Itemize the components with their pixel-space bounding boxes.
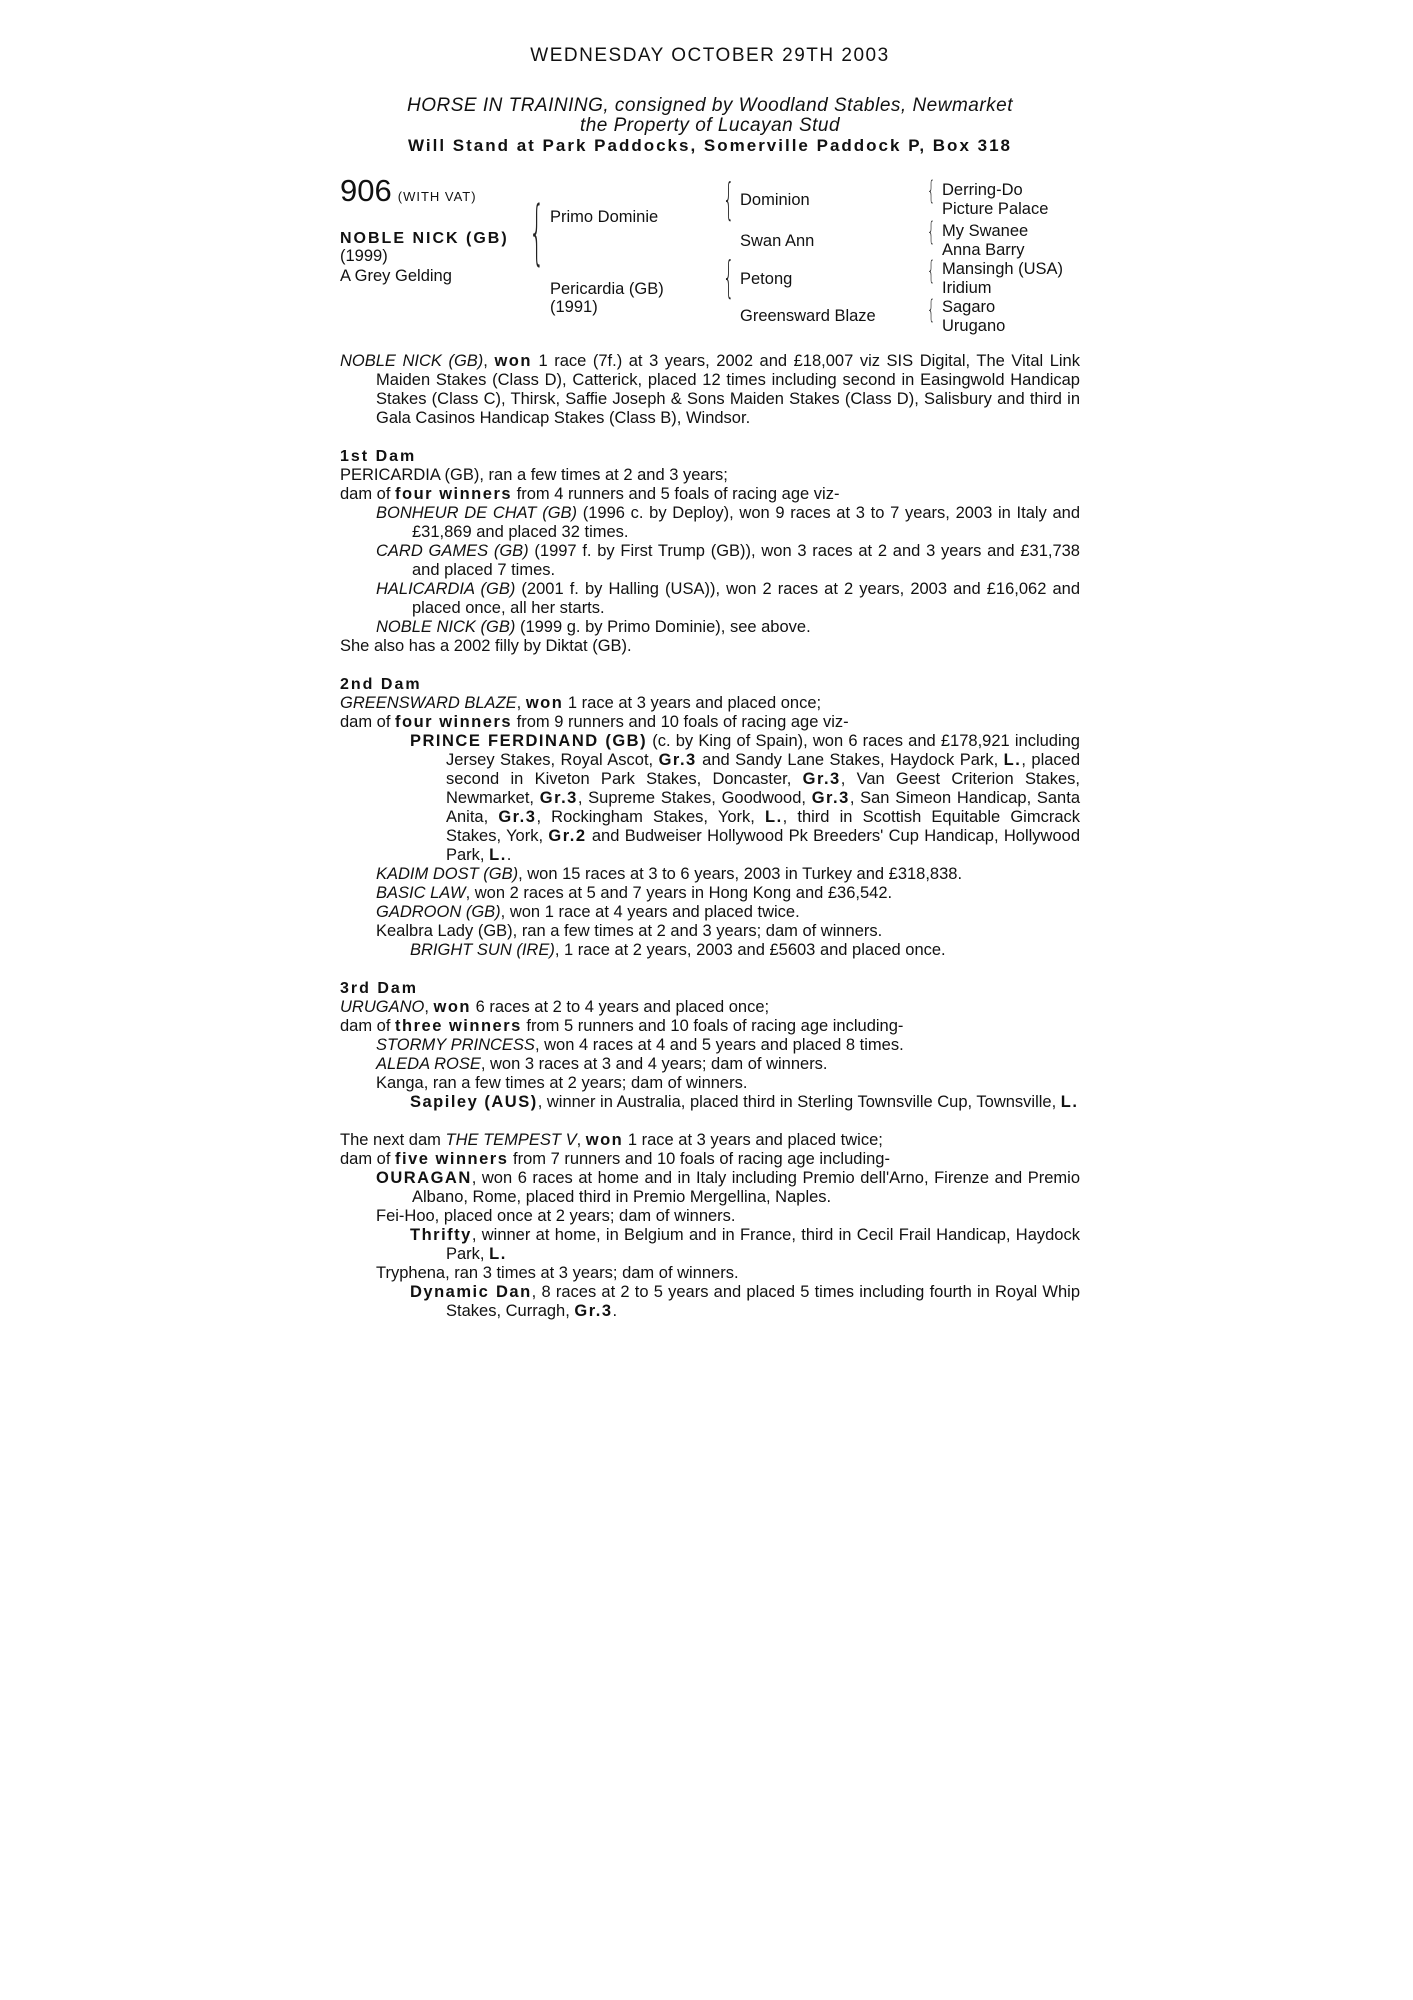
sale-date: WEDNESDAY OCTOBER 29TH 2003 [530, 45, 890, 66]
produce-entry: Thrifty, winner at home, in Belgium and in France, third in Cecil Frail Handicap, Haydock Park, L. [410, 1226, 1080, 1263]
ped-ds: Petong [740, 270, 793, 288]
ped-ssd: Picture Palace [942, 200, 1049, 218]
third-dam-heading: 3rd Dam [340, 980, 419, 997]
produce-entry: Kanga, ran a few times at 2 years; dam of winners. [376, 1074, 748, 1092]
horse-description: A Grey Gelding [340, 267, 452, 285]
ped-sss: Derring-Do [942, 181, 1023, 199]
first-dam-line: PERICARDIA (GB), ran a few times at 2 and 3 years; [340, 466, 728, 484]
won-word: won [494, 352, 532, 370]
produce-entry: Dynamic Dan, 8 races at 2 to 5 years and placed 5 times including fourth in Royal Whip Stakes, Curragh, Gr.3. [410, 1283, 1080, 1320]
stand-location: Will Stand at Park Paddocks, Somerville Paddock P, Box 318 [407, 136, 1012, 155]
horse-name-italic: NOBLE NICK (GB) [340, 352, 484, 370]
brace-3: { [927, 256, 936, 286]
ped-sire: Primo Dominie [550, 208, 659, 226]
produce-entry: BASIC LAW, won 2 races at 5 and 7 years in Hong Kong and £36,542. [376, 884, 893, 902]
ped-dds: Sagaro [942, 298, 996, 316]
produce-entry: NOBLE NICK (GB) (1999 g. by Primo Dominie), see above. [376, 618, 811, 636]
fourth-dam-produce: dam of five winners from 7 runners and 10 foals of racing age including- [340, 1150, 890, 1168]
first-dam-heading: 1st Dam [340, 448, 417, 465]
second-dam-heading: 2nd Dam [340, 676, 422, 693]
ped-sd: Swan Ann [740, 232, 815, 250]
consignment-block [340, 96, 1080, 156]
produce-entry: HALICARDIA (GB) (2001 f. by Halling (USA)), won 2 races at 2 years, 2003 and £16,062 and placed once, all her starts. [376, 580, 1080, 617]
ped-dss: Mansingh (USA) [942, 260, 1064, 278]
produce-entry: KADIM DOST (GB), won 15 races at 3 to 6 years, 2003 in Turkey and £318,838. [376, 865, 963, 883]
lot-header [340, 173, 477, 208]
produce-entry: Sapiley (AUS), winner in Australia, placed third in Sterling Townsville Cup, Townsville, L. [410, 1093, 1079, 1111]
first-dam-tail: She also has a 2002 filly by Diktat (GB). [340, 637, 632, 655]
lot-number: 906 [340, 173, 392, 208]
produce-entry: Fei-Hoo, placed once at 2 years; dam of winners. [376, 1207, 736, 1225]
second-dam-line: GREENSWARD BLAZE, won 1 race at 3 years and placed once; [340, 694, 822, 712]
ped-dam: Pericardia (GB) [550, 280, 664, 298]
race-record: NOBLE NICK (GB), won 1 race (7f.) at 3 years, 2002 and £18,007 viz SIS Digital, The Vital Link Maiden Stakes (Class D), Catterick, placed 12 times including second in Easingwold Handicap Stakes (Class C), Thirsk, Saffie Joseph & Sons Maiden Stakes (Class D), Salisbury and third in Gala Casinos Handicap Stakes (Class B), Windsor. [340, 352, 1080, 427]
ped-dsd: Iridium [942, 279, 992, 297]
property-line: the Property of Lucayan Stud [579, 115, 841, 136]
horse-year: (1999) [340, 247, 388, 265]
produce-entry: PRINCE FERDINAND (GB) (c. by King of Spain), won 6 races and £178,921 including Jersey Stakes, Royal Ascot, Gr.3 and Sandy Lane Stakes, Haydock Park, L., placed second in Kiveton Park Stakes, Doncaster, Gr.3, Van Geest Criterion Stakes, Newmarket, Gr.3, Supreme Stakes, Goodwood, Gr.3, San Simeon Handicap, Santa Anita, Gr.3, Rockingham Stakes, York, L., third in Scottish Equitable Gimcrack Stakes, York, Gr.2 and Budweiser Hollywood Pk Breeders' Cup Handicap, Hollywood Park, L.. [410, 732, 1081, 864]
sire-dam-brace: { [529, 191, 545, 273]
produce-entry: GADROON (GB), won 1 race at 4 years and placed twice. [376, 903, 800, 921]
vat-note: (WITH VAT) [397, 189, 477, 204]
third-dam-line: URUGANO, won 6 races at 2 to 4 years and placed once; [340, 998, 770, 1016]
third-dam-produce: dam of three winners from 5 runners and 10 foals of racing age including- [340, 1017, 904, 1035]
ped-sdd: Anna Barry [942, 241, 1025, 259]
brace-4: { [927, 295, 936, 325]
fourth-dam-line: The next dam THE TEMPEST V, won 1 race at 3 years and placed twice; [340, 1131, 883, 1149]
first-dam-produce: dam of four winners from 4 runners and 5 foals of racing age viz- [340, 485, 840, 503]
ped-ddd: Urugano [942, 317, 1006, 335]
produce-entry: BONHEUR DE CHAT (GB) (1996 c. by Deploy), won 9 races at 3 to 7 years, 2003 in Italy and £31,869 and placed 32 times. [376, 504, 1081, 541]
sire-line-brace: { [723, 174, 735, 225]
produce-entry: Kealbra Lady (GB), ran a few times at 2 and 3 years; dam of winners. [376, 922, 883, 940]
second-dam-produce: dam of four winners from 9 runners and 10 foals of racing age viz- [340, 713, 849, 731]
produce-entry: BRIGHT SUN (IRE), 1 race at 2 years, 2003 and £5603 and placed once. [410, 941, 946, 959]
consignor-line: HORSE IN TRAINING, consigned by Woodland Stables, Newmarket [406, 95, 1014, 116]
ped-dd: Greensward Blaze [740, 307, 876, 325]
brace-1: { [927, 176, 936, 206]
produce-entry: STORMY PRINCESS, won 4 races at 4 and 5 years and placed 8 times. [376, 1036, 904, 1054]
ped-dam-year: (1991) [550, 298, 598, 316]
dam-line-brace: { [723, 252, 735, 303]
produce-entry: OURAGAN, won 6 races at home and in Italy including Premio dell'Arno, Firenze and Premio Albano, Rome, placed third in Premio Mergellina, Naples. [376, 1169, 1080, 1206]
catalogue-body [340, 352, 1080, 1321]
produce-entry: ALEDA ROSE, won 3 races at 3 and 4 years; dam of winners. [376, 1055, 828, 1073]
race-record-text: 1 race (7f.) at 3 years, 2002 and £18,007 viz SIS Digital, The Vital Link Maiden Stakes (Class D), Catterick, placed 12 times including second in Easingwold Handicap Stakes (Class C), Thirsk, Saffie Joseph & Sons Maiden Stakes (Class D), Salisbury and third in Gala Casinos Handicap Stakes (Class B), Windsor. [376, 352, 1080, 427]
ped-sds: My Swanee [942, 222, 1029, 240]
produce-entry: CARD GAMES (GB) (1997 f. by First Trump (GB)), won 3 races at 2 and 3 years and £31,738 and placed 7 times. [376, 542, 1080, 579]
produce-entry: Tryphena, ran 3 times at 3 years; dam of winners. [376, 1264, 739, 1282]
brace-2: { [927, 217, 936, 247]
horse-name: NOBLE NICK (GB) [340, 230, 509, 247]
ped-ss: Dominion [740, 191, 810, 209]
